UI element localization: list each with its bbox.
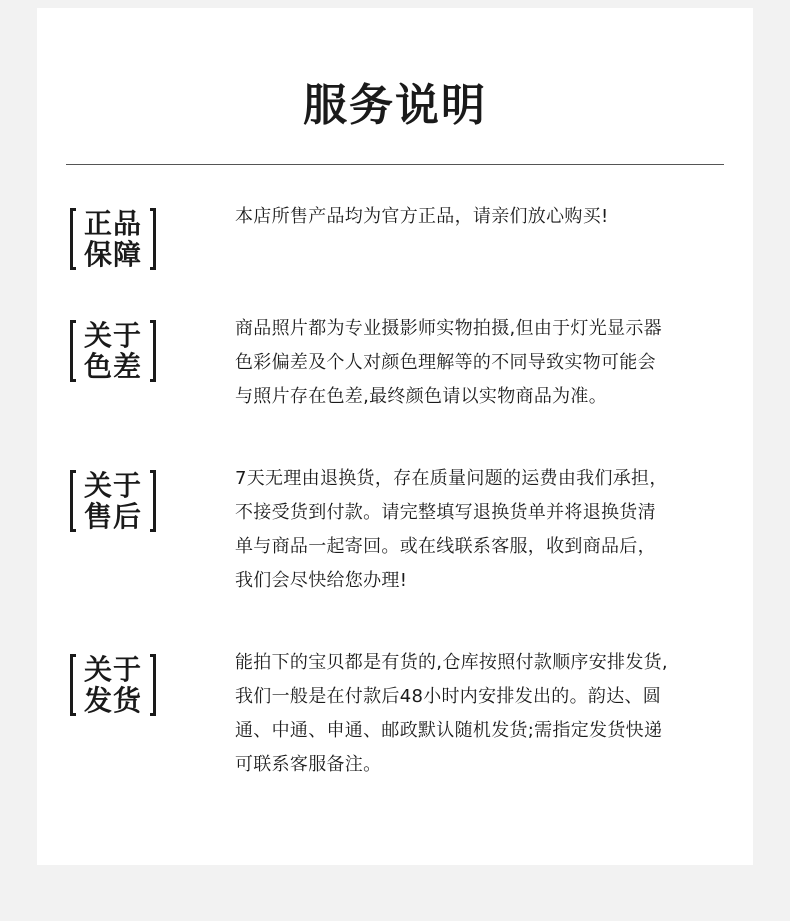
badge-line-1: 关于 [83, 319, 142, 352]
left-bracket [70, 320, 76, 382]
text-line: 通、中通、申通、邮政默认随机发货;需指定发货快递 [235, 720, 663, 741]
text-line: 色彩偏差及个人对颜色理解等的不同导致实物可能会 [235, 352, 656, 373]
left-bracket [70, 208, 76, 270]
right-bracket [150, 470, 156, 532]
right-bracket [150, 654, 156, 716]
text-line: 我们一般是在付款后48小时内安排发出的。韵达、圆 [235, 686, 662, 707]
title-divider [66, 164, 724, 165]
section-badge [70, 470, 156, 536]
text-line: 我们会尽快给您办理! [235, 570, 408, 591]
section-badge [70, 654, 156, 720]
text-line: 不接受货到付款。请完整填写退换货单并将退换货清 [235, 502, 656, 523]
service-card [37, 8, 753, 865]
text-line: 能拍下的宝贝都是有货的,仓库按照付款顺序安排发货, [235, 652, 668, 673]
badge-line-2: 售后 [83, 500, 142, 533]
text-line: 商品照片都为专业摄影师实物拍摄,但由于灯光显示器 [235, 318, 662, 339]
section-text [235, 646, 725, 782]
section-text [235, 462, 725, 598]
section-badge [70, 320, 156, 386]
text-line: 7天无理由退换货，存在质量问题的运费由我们承担， [235, 468, 668, 489]
badge-line-1: 关于 [83, 469, 142, 502]
badge-line-2: 保障 [83, 238, 142, 271]
left-bracket [70, 470, 76, 532]
right-bracket [150, 208, 156, 270]
badge-line-1: 关于 [83, 653, 142, 686]
page-title: 服务说明 [303, 80, 487, 131]
badge-line-2: 发货 [83, 684, 142, 717]
text-line: 本店所售产品均为官方正品，请亲们放心购买! [235, 206, 609, 227]
badge-line-1: 正品 [83, 207, 142, 240]
section-text [235, 312, 725, 414]
text-line: 与照片存在色差,最终颜色请以实物商品为准。 [235, 386, 608, 407]
text-line: 单与商品一起寄回。或在线联系客服，收到商品后， [235, 536, 656, 557]
text-line: 可联系客服备注。 [235, 754, 382, 775]
section-text [235, 200, 725, 234]
right-bracket [150, 320, 156, 382]
left-bracket [70, 654, 76, 716]
badge-line-2: 色差 [83, 350, 142, 383]
section-badge [70, 208, 156, 274]
